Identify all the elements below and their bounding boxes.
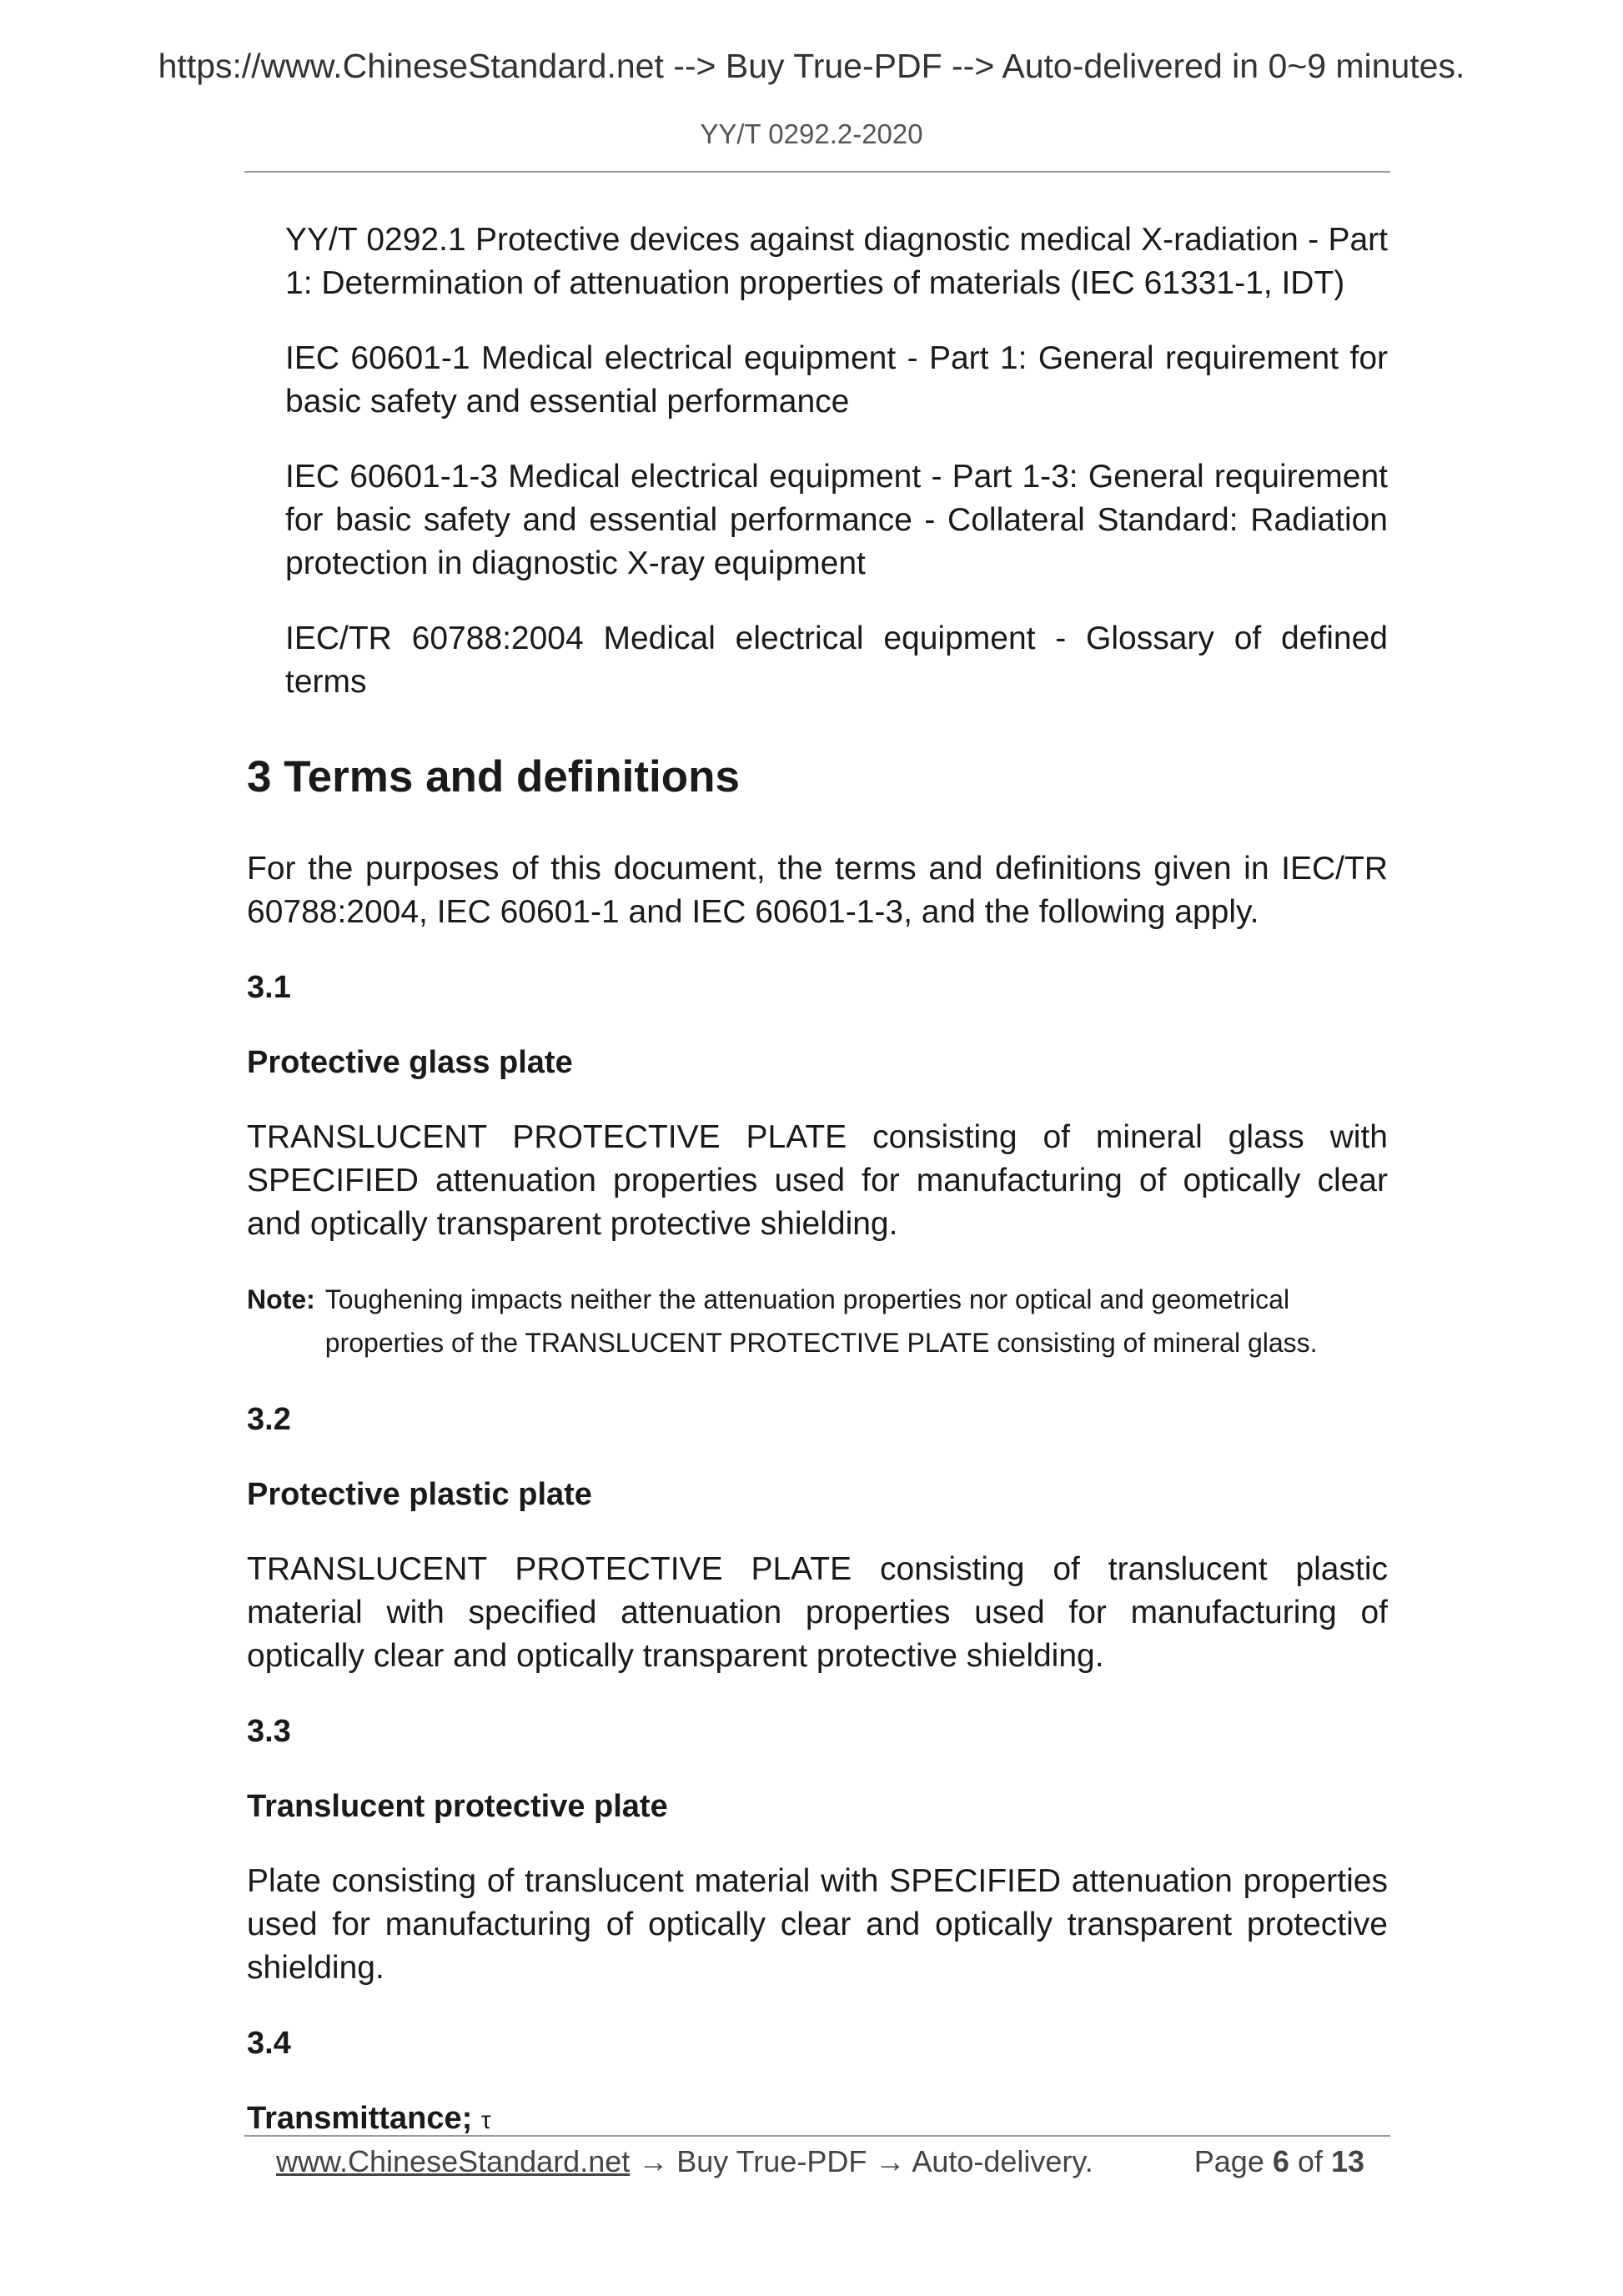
term-definition: Plate consisting of translucent material with SPECIFIED attenuation properties used for manufacturing of optically clear and optically transparent protective shielding.	[247, 1863, 1388, 1986]
top-banner: https://www.ChineseStandard.net --> Buy True-PDF --> Auto-delivered in 0~9 minutes.	[158, 47, 1465, 85]
page-label: Page	[1193, 2144, 1264, 2178]
page-total: 13	[1330, 2144, 1364, 2178]
reference-item: IEC 60601-1-3 Medical electrical equipment - Part 1-3: General requirement for basic safety and essential performance - Collateral Standard: Radiation protection in diagnostic X-ray equipment	[285, 459, 1388, 581]
clause-number: 3.2	[247, 1402, 291, 1437]
page-content	[247, 219, 1388, 2174]
term-definition: TRANSLUCENT PROTECTIVE PLATE consisting of mineral glass with SPECIFIED attenuation properties used for manufacturing of optically clear and optically transparent protective shielding.	[247, 1119, 1388, 1242]
note-line: Toughening impacts neither the attenuation properties nor optical and geometrical	[324, 1284, 1290, 1314]
reference-item: IEC/TR 60788:2004 Medical electrical equipment - Glossary of defined terms	[285, 620, 1388, 700]
footer-text: → Buy True-PDF → Auto-delivery.	[630, 2144, 1093, 2178]
section-intro: For the purposes of this document, the terms and definitions given in IEC/TR 60788:2004, IEC 60601-1 and IEC 60601-1-3, and the following apply.	[247, 851, 1388, 930]
term-title: Transmittance;	[247, 2101, 473, 2136]
header-divider	[244, 171, 1390, 173]
reference-item: YY/T 0292.1 Protective devices against diagnostic medical X-radiation - Part 1: Determination of attenuation properties of materials (IEC 61331-1, IDT)	[285, 222, 1388, 301]
clause-number: 3.1	[247, 970, 291, 1005]
note-line: properties of the TRANSLUCENT PROTECTIVE PLATE consisting of mineral glass.	[324, 1328, 1318, 1358]
term-note	[247, 1278, 1388, 1364]
of-label: of	[1297, 2144, 1323, 2178]
note-text	[325, 1278, 1318, 1364]
page-footer	[276, 2140, 1364, 2183]
term-definition: TRANSLUCENT PROTECTIVE PLATE consisting of translucent plastic material with specified attenuation properties used for manufacturing of optically clear and optically transparent protective shielding.	[247, 1551, 1388, 1674]
footer-website-link[interactable]: www.ChineseStandard.net	[276, 2144, 631, 2178]
page-indicator	[1194, 2140, 1364, 2183]
page-number: 6	[1272, 2144, 1289, 2178]
term-title: Protective plastic plate	[247, 1477, 592, 1512]
footer-divider	[244, 2135, 1390, 2137]
term-title: Translucent protective plate	[247, 1789, 668, 1824]
clause-number: 3.3	[247, 1714, 291, 1749]
term-symbol: τ	[480, 2107, 491, 2134]
reference-item: IEC 60601-1 Medical electrical equipment - Part 1: General requirement for basic safety and essential performance	[285, 340, 1388, 420]
section-heading: 3 Terms and definitions	[247, 752, 740, 801]
note-label: Note:	[247, 1284, 315, 1314]
document-code: YY/T 0292.2-2020	[700, 118, 923, 149]
clause-number: 3.4	[247, 2026, 291, 2061]
term-title: Protective glass plate	[247, 1045, 573, 1080]
